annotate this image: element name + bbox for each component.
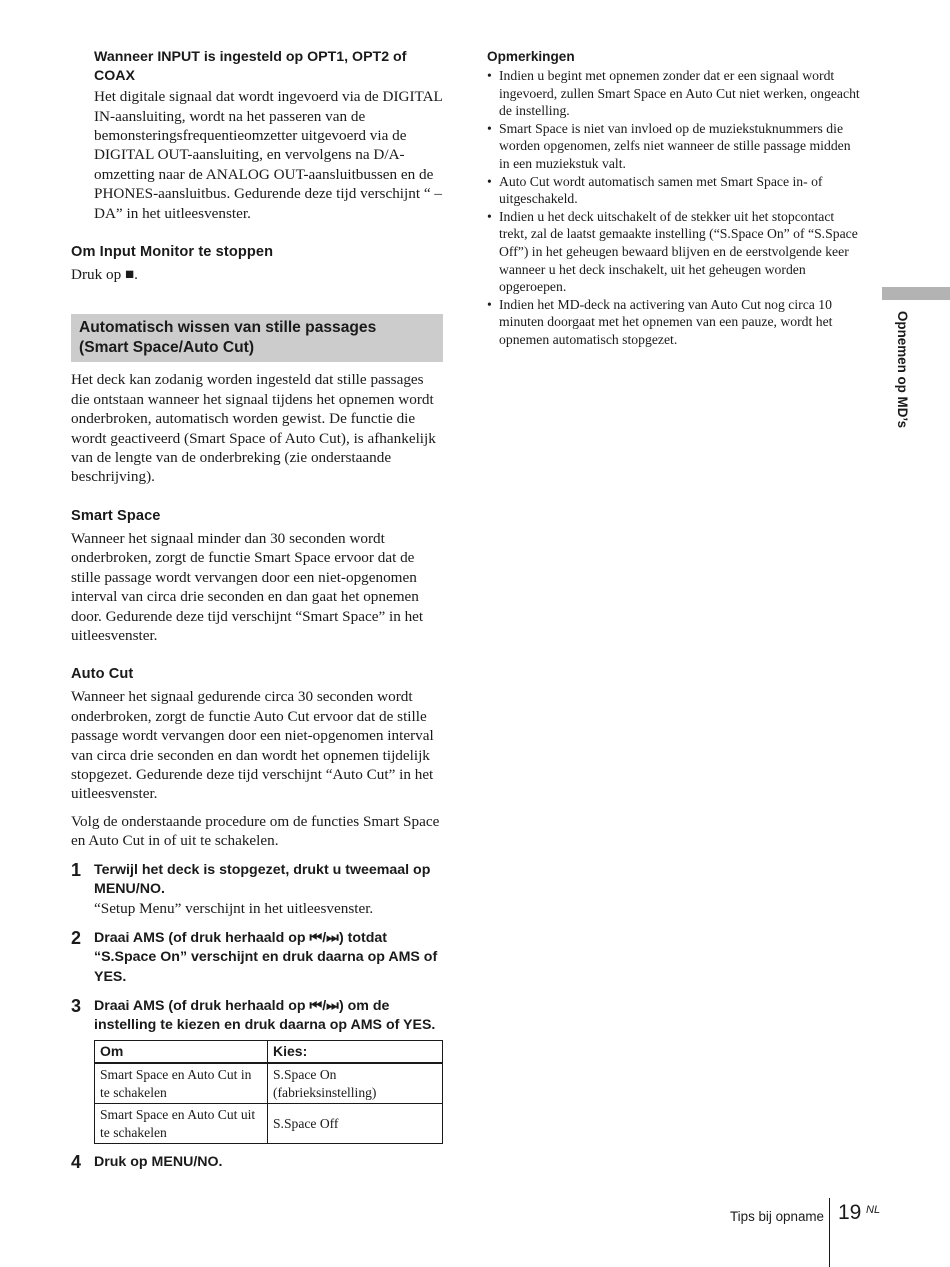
note-text: Indien u begint met opnemen zonder dat er een signaal wordt ingevoerd, zullen Smart Space en Auto Cut niet werken, ongeacht de instelling. bbox=[499, 68, 860, 119]
note-text: Indien u het deck uitschakelt of de stekker uit het stopcontact trekt, zal de laatst gemaakte instelling (“S.Space On” of “S.Space Off”) in het geheugen bewaard blijven en de eerstvolgende keer wanneer u het deck inschakelt, uit het geheugen worden opgeroepen. bbox=[499, 208, 858, 295]
page-number: 19 bbox=[838, 1201, 862, 1224]
list-item bbox=[487, 208, 862, 296]
page-language-suffix: NL bbox=[866, 1204, 881, 1216]
list-item bbox=[487, 67, 862, 120]
stop-monitor-heading: Om Input Monitor te stoppen bbox=[71, 244, 274, 261]
step-instruction: Druk op MENU/NO. bbox=[94, 1154, 223, 1171]
list-item bbox=[487, 296, 862, 349]
table-cell: Smart Space en Auto Cut in te schakelen bbox=[95, 1063, 268, 1104]
step-4 bbox=[71, 1153, 443, 1172]
bullet-icon: • bbox=[487, 173, 492, 189]
bullet-icon: • bbox=[487, 120, 492, 136]
smart-space-body: Wanneer het signaal minder dan 30 seconden wordt onderbroken, zorgt de functie Smart Space ervoor dat de stille passage wordt vervangen door een niet-opgenomen interval van circa drie seconden en dan gaat het opnemen door. Gedurende deze tijd verschijnt “Smart Space” in het uitleesvenster. bbox=[71, 529, 424, 644]
step-instruction: Draai AMS (of druk herhaald op ⏮/⏭) om de instelling te kiezen en druk daarna op AMS of YES. bbox=[94, 998, 436, 1034]
table-header-om: Om bbox=[95, 1040, 268, 1063]
notes-list bbox=[487, 67, 862, 349]
step-number: 3 bbox=[71, 996, 82, 1016]
intro-body: Het digitale signaal dat wordt ingevoerd via de DIGITAL IN-aansluiting, wordt na het passeren van de bemonsteringsfrequentieomzetter uitgevoerd via de DIGITAL OUT-aansluiting, en vervolgens na D/A-omzetting naar de ANALOG OUT-aansluitbussen en de PHONES-aansluitbus. Gedurende deze tijd verschijnt “ – DA” in het uitleesvenster. bbox=[94, 88, 443, 222]
procedure-intro: Volg de onderstaande procedure om de functies Smart Space en Auto Cut in of uit te schakelen. bbox=[71, 812, 440, 850]
bullet-icon: • bbox=[487, 296, 492, 312]
step-number: 1 bbox=[71, 859, 82, 880]
stop-monitor-body: Druk op ■. bbox=[71, 266, 138, 284]
side-tab-bar bbox=[882, 287, 950, 300]
bullet-icon: • bbox=[487, 68, 492, 83]
note-text: Smart Space is niet van invloed op de muziekstuknummers die worden opgenomen, zelfs niet wanneer de stille passage midden in een muziekstuk valt. bbox=[499, 120, 851, 171]
intro-heading: Wanneer INPUT is ingesteld op OPT1, OPT2 of COAX bbox=[94, 49, 407, 84]
side-tab-label: Opnemen op MD’s bbox=[895, 311, 910, 429]
settings-table bbox=[94, 1040, 443, 1145]
table-cell: Smart Space en Auto Cut uit te schakelen bbox=[95, 1104, 268, 1144]
auto-cut-heading: Auto Cut bbox=[71, 666, 134, 683]
auto-cut-body: Wanneer het signaal gedurende circa 30 seconden wordt onderbroken, zorgt de functie Auto Cut ervoor dat de stille passage wordt vervangen door een niet-opgenomen interval van circa drie seconden en dan wordt het opnemen tijdelijk stopgezet. Gedurende deze tijd verschijnt “Auto Cut” in het uitleesvenster. bbox=[71, 688, 434, 803]
step-number: 2 bbox=[71, 927, 82, 948]
step-1 bbox=[71, 861, 443, 919]
smart-space-heading: Smart Space bbox=[71, 507, 161, 524]
step-note: “Setup Menu” verschijnt in het uitleesvenster. bbox=[94, 900, 374, 918]
bullet-icon: • bbox=[487, 208, 492, 224]
list-item bbox=[487, 173, 862, 208]
step-number: 4 bbox=[71, 1152, 82, 1173]
step-instruction: Terwijl het deck is stopgezet, drukt u tweemaal op MENU/NO. bbox=[94, 861, 431, 897]
list-item bbox=[487, 120, 862, 173]
section-title bbox=[71, 314, 443, 362]
notes-heading: Opmerkingen bbox=[487, 49, 575, 64]
left-column bbox=[71, 48, 443, 1173]
table-cell: S.Space On (fabrieksinstelling) bbox=[268, 1063, 443, 1104]
intro-block bbox=[94, 48, 443, 223]
table-cell: S.Space Off bbox=[268, 1104, 443, 1144]
footer-divider bbox=[829, 1198, 830, 1267]
section-title-line2: (Smart Space/Auto Cut) bbox=[79, 339, 255, 357]
note-text: Indien het MD-deck na activering van Auto Cut nog circa 10 minuten doorgaat met het opnemen van een pauze, wordt het opnemen automatisch stopgezet. bbox=[499, 296, 833, 347]
table-header-kies: Kies: bbox=[268, 1040, 443, 1063]
footer-section-label: Tips bij opname bbox=[729, 1209, 824, 1224]
section-intro: Het deck kan zodanig worden ingesteld dat stille passages die ontstaan wanneer het signaal tijdens het opnemen wordt onderbroken, automatisch worden gewist. De functie die wordt geactiveerd (Smart Space of Auto Cut), is afhankelijk van de lengte van de onderbreking (zie onderstaande beschrijving). bbox=[71, 371, 436, 486]
table-header-row bbox=[95, 1040, 443, 1063]
note-text: Auto Cut wordt automatisch samen met Smart Space in- of uitgeschakeld. bbox=[499, 173, 823, 207]
right-column bbox=[487, 48, 862, 349]
step-2 bbox=[71, 929, 443, 987]
step-instruction: Draai AMS (of druk herhaald op ⏮/⏭) totdat “S.Space On” verschijnt en druk daarna op AMS of YES. bbox=[94, 929, 438, 985]
table-row bbox=[95, 1063, 443, 1104]
step-3 bbox=[71, 997, 443, 1036]
section-title-line1: Automatisch wissen van stille passages bbox=[79, 319, 377, 337]
table-row bbox=[95, 1104, 443, 1144]
